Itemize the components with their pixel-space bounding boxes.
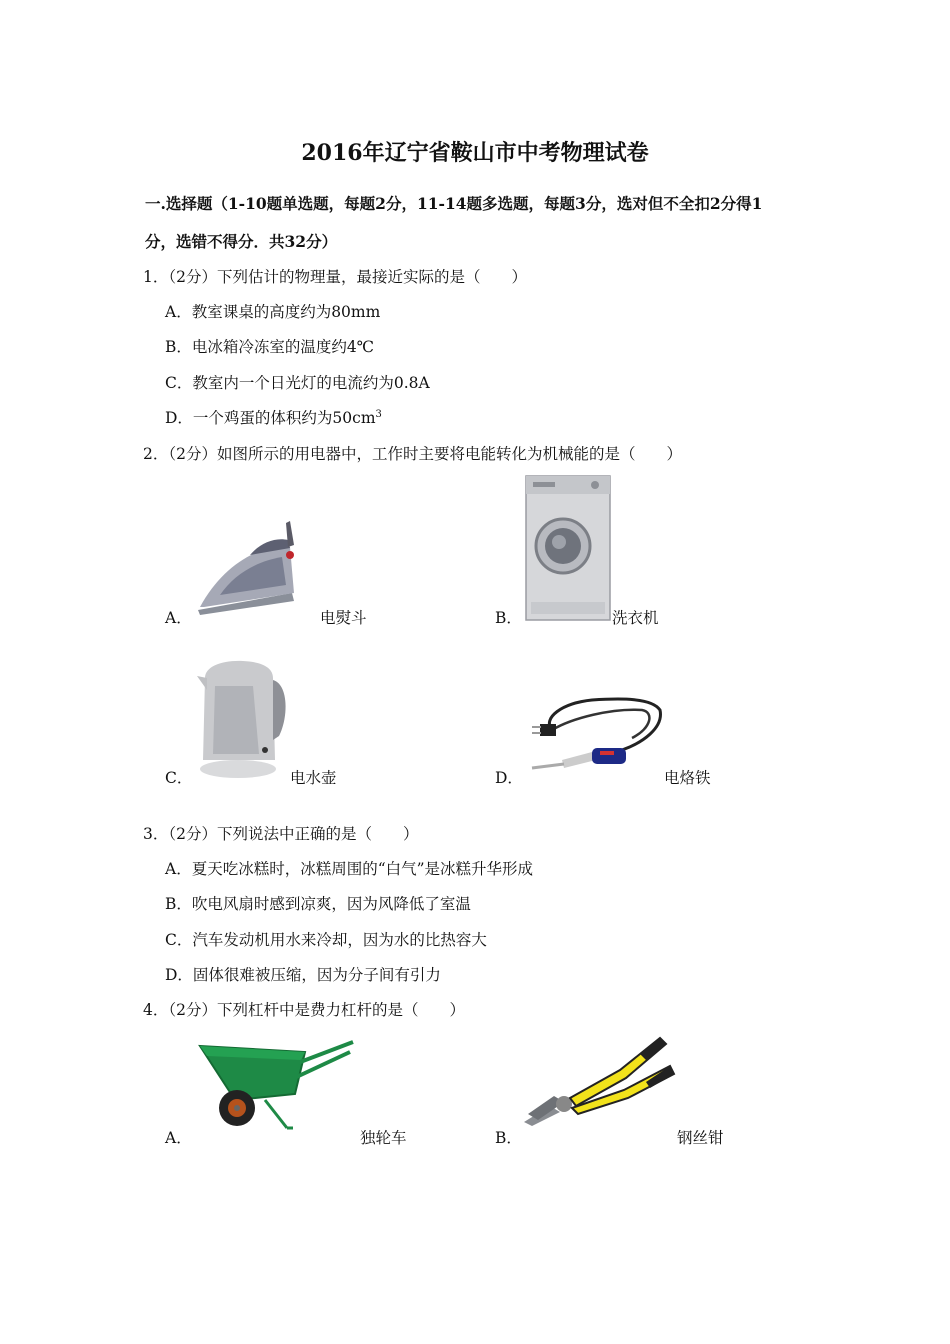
question-3-option-b: B．吹电风扇时感到凉爽，因为风降低了室温 bbox=[165, 895, 471, 913]
question-4-option-a-caption: 独轮车 bbox=[360, 1129, 407, 1147]
question-2-option-b-letter: B． bbox=[495, 609, 522, 627]
wheelbarrow-icon bbox=[195, 1034, 355, 1134]
question-2-option-c-letter: C． bbox=[165, 769, 193, 787]
question-1-option-d bbox=[165, 406, 382, 428]
question-1-option-c: C．教室内一个日光灯的电流约为0.8A bbox=[165, 374, 430, 392]
question-3-option-a: A．夏天吃冰糕时，冰糕周围的“白气”是冰糕升华形成 bbox=[165, 860, 534, 878]
question-2-option-b-caption: 洗衣机 bbox=[612, 609, 659, 627]
question-4-option-b-letter: B． bbox=[495, 1129, 522, 1147]
question-2-option-d-letter: D． bbox=[495, 769, 523, 787]
question-4-stem: 4．（2分）下列杠杆中是费力杠杆的是（ ） bbox=[143, 1001, 465, 1019]
question-1-option-a: A．教室课桌的高度约为80mm bbox=[165, 303, 381, 321]
question-1-stem: 1．（2分）下列估计的物理量，最接近实际的是（ ） bbox=[143, 268, 527, 286]
section-heading-line2: 分，选错不得分．共32分） bbox=[145, 232, 338, 251]
question-2-stem: 2．（2分）如图所示的用电器中，工作时主要将电能转化为机械能的是（ ） bbox=[143, 445, 682, 463]
question-1-option-b: B．电冰箱冷冻室的温度约4℃ bbox=[165, 338, 375, 356]
question-3-option-d: D．固体很难被压缩，因为分子间有引力 bbox=[165, 966, 441, 984]
question-3-option-c: C．汽车发动机用水来冷却，因为水的比热容大 bbox=[165, 931, 487, 949]
question-2-option-d-caption: 电烙铁 bbox=[664, 769, 711, 787]
superscript: 3 bbox=[375, 408, 382, 420]
question-4-option-a-letter: A． bbox=[165, 1129, 192, 1147]
soldering-iron-icon bbox=[522, 688, 667, 780]
kettle-icon bbox=[193, 656, 293, 781]
question-1-option-d-text: D．一个鸡蛋的体积约为50cm bbox=[165, 409, 376, 427]
question-2-option-c-caption: 电水壶 bbox=[290, 769, 337, 787]
pliers-icon bbox=[520, 1032, 680, 1127]
question-2-option-a-letter: A． bbox=[165, 609, 192, 627]
question-4-option-b-caption: 钢丝钳 bbox=[677, 1129, 724, 1147]
page-title: 2016年辽宁省鞍山市中考物理试卷 bbox=[301, 140, 649, 166]
washing-machine-icon bbox=[523, 474, 613, 624]
question-3-stem: 3．（2分）下列说法中正确的是（ ） bbox=[143, 825, 419, 843]
section-heading-line1: 一.选择题（1-10题单选题，每题2分，11-14题多选题，每题3分，选对但不全扣2分得1 bbox=[145, 194, 763, 213]
question-2-option-a-caption: 电熨斗 bbox=[320, 609, 367, 627]
iron-icon bbox=[190, 515, 305, 620]
